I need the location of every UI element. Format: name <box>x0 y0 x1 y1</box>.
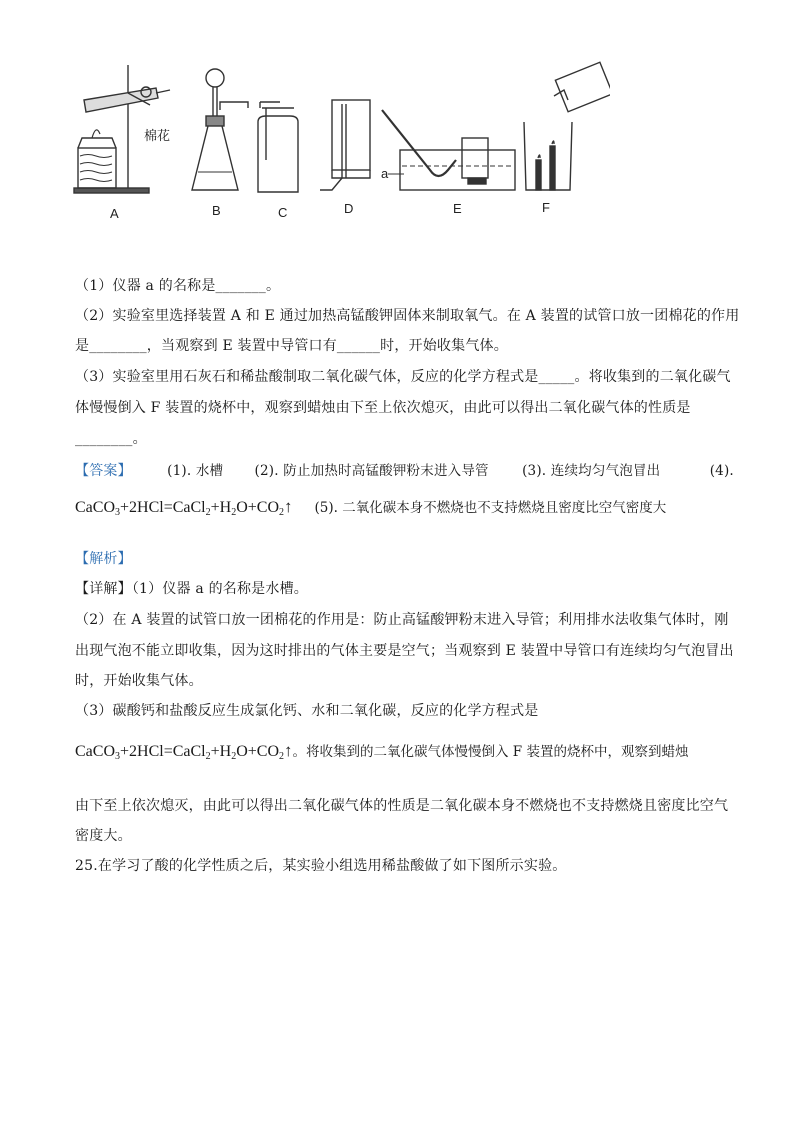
answer-2: (2). 防止加热时高锰酸钾粉末进入导管 <box>254 463 489 479</box>
answer-5: (5). 二氧化碳本身不燃烧也不支持燃烧且密度比空气密度大 <box>314 500 667 516</box>
analysis-line-2: （2）在 A 装置的试管口放一团棉花的作用是：防止高锰酸钾粉末进入导管；利用排水法收集气体时，刚 <box>75 612 729 628</box>
eq-sub: 2 <box>205 751 211 762</box>
eq-part: +H <box>210 499 232 516</box>
question-1: （1）仪器 a 的名称是_______。 <box>75 278 281 294</box>
eq-sub: 3 <box>115 751 120 762</box>
label-C: C <box>278 205 288 220</box>
analysis-equation <box>75 740 688 762</box>
answer-3: (3). 连续均匀气泡冒出 <box>522 463 661 479</box>
eq-sub: 3 <box>115 507 120 518</box>
analysis-line-8: 密度大。 <box>75 828 132 844</box>
analysis-l1: （1）仪器 a 的名称是水槽。 <box>131 581 308 597</box>
label-B: B <box>212 203 221 218</box>
eq-sub: 2 <box>231 751 237 762</box>
answer-tag: 【答案】 <box>75 463 132 479</box>
answer-equation <box>75 496 666 518</box>
analysis-line-1 <box>75 578 308 598</box>
apparatus-e <box>382 110 515 190</box>
answer-1: (1). 水槽 <box>167 463 224 479</box>
eq-part: +H <box>210 743 232 760</box>
question-3-line-3: ________。 <box>75 431 147 447</box>
analysis-tag: 【解析】 <box>75 551 132 567</box>
analysis-line-4: 时，开始收集气体。 <box>75 673 203 689</box>
label-a-small: a <box>381 166 389 181</box>
eq-part: CaCO <box>75 499 115 516</box>
eq-part: +2HCl=CaCl <box>120 499 206 516</box>
apparatus-f <box>524 62 610 190</box>
detail-tag: 【详解】 <box>75 581 132 597</box>
answer-4: (4). <box>709 463 734 479</box>
cotton-label: 棉花 <box>144 128 171 143</box>
analysis-line-3: 出现气泡不能立即收集，因为这时排出的气体主要是空气；当观察到 E 装置中导管口有连续均匀气泡冒出 <box>75 643 734 659</box>
question-2-line-2: 是________，当观察到 E 装置中导管口有______时，开始收集气体。 <box>75 338 508 354</box>
question-3-line-2: 体慢慢倒入 F 装置的烧杯中，观察到蜡烛由下至上依次熄灭，由此可以得出二氧化碳气体的性质是 <box>75 400 691 416</box>
apparatus-c <box>258 102 298 192</box>
eq-arrow: ↑ <box>284 741 293 760</box>
question-2-line-1: （2）实验室里选择装置 A 和 E 通过加热高锰酸钾固体来制取氧气。在 A 装置的试管口放一团棉花的作用 <box>75 308 740 324</box>
analysis-l6: 。将收集到的二氧化碳气体慢慢倒入 F 装置的烧杯中，观察到蜡烛 <box>292 744 689 760</box>
eq-part: O+CO <box>236 743 279 760</box>
eq-part: CaCO <box>75 743 115 760</box>
eq-sub: 2 <box>279 751 284 762</box>
label-A: A <box>110 206 119 221</box>
analysis-line-5: （3）碳酸钙和盐酸反应生成氯化钙、水和二氧化碳，反应的化学方程式是 <box>75 703 539 719</box>
question-3-line-1: （3）实验室里用石灰石和稀盐酸制取二氧化碳气体，反应的化学方程式是_____。将收集到的二氧化碳气 <box>75 369 731 385</box>
apparatus-b <box>192 69 248 190</box>
analysis-line-7: 由下至上依次熄灭，由此可以得出二氧化碳气体的性质是二氧化碳本身不燃烧也不支持燃烧且密度比空气 <box>75 798 729 814</box>
next-question: 25.在学习了酸的化学性质之后，某实验小组选用稀盐酸做了如下图所示实验。 <box>75 858 567 874</box>
eq-part: +2HCl=CaCl <box>120 743 206 760</box>
eq-sub: 2 <box>205 507 211 518</box>
label-D: D <box>344 201 354 216</box>
answer-row <box>75 459 734 480</box>
apparatus-figure <box>70 60 610 225</box>
eq-sub: 2 <box>279 507 284 518</box>
label-E: E <box>453 201 462 216</box>
eq-part: O+CO <box>236 499 279 516</box>
eq-sub: 2 <box>231 507 237 518</box>
eq-arrow: ↑ <box>284 497 293 516</box>
label-F: F <box>542 200 550 215</box>
apparatus-d <box>320 100 370 190</box>
